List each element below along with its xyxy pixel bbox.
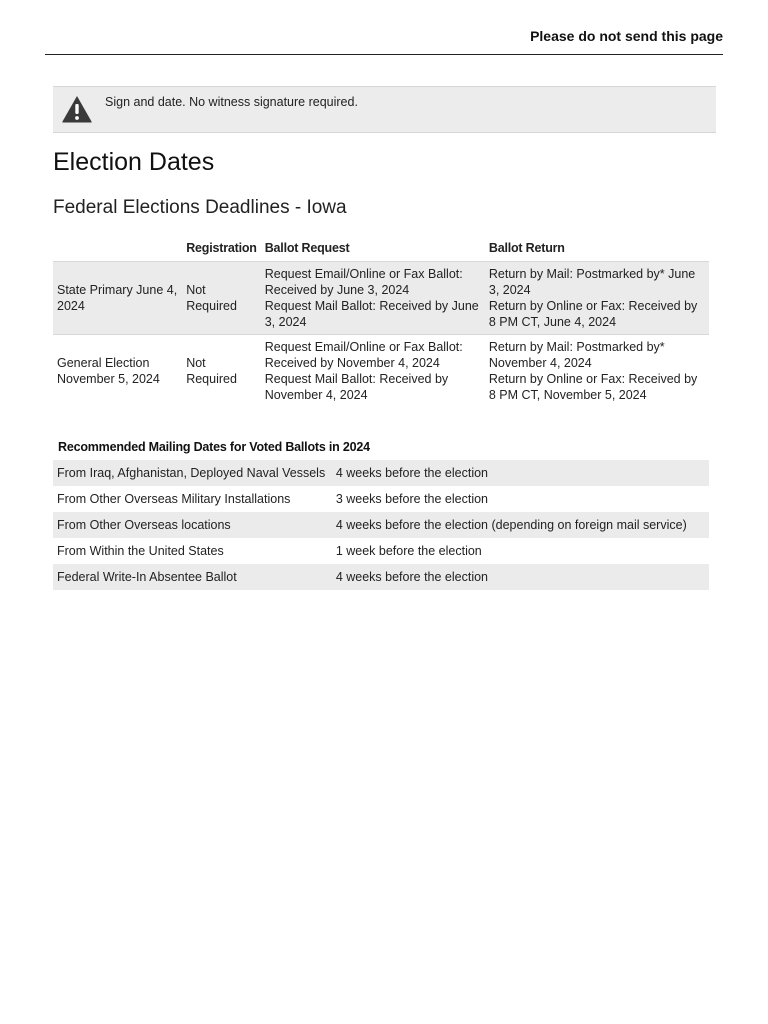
ballot-request-cell <box>261 335 485 408</box>
table-row <box>53 564 709 590</box>
return-line: Return by Mail: Postmarked by* November 4, 2024 <box>488 340 665 370</box>
table-row <box>53 262 709 335</box>
registration-cell: Not Required <box>186 356 237 386</box>
return-line: Return by Online or Fax: Received by 8 PM CT, June 4, 2024 <box>488 299 698 329</box>
timing-cell: 4 weeks before the election (depending on foreign mail service) <box>332 512 709 538</box>
page-header <box>45 24 723 55</box>
request-line: Request Mail Ballot: Received by June 3, 2024 <box>264 299 479 329</box>
column-header: Ballot Request <box>264 241 350 255</box>
request-line: Request Mail Ballot: Received by November 4, 2024 <box>264 372 449 402</box>
election-cell: General Election November 5, 2024 <box>57 356 160 386</box>
alert-message: Sign and date. No witness signature required. <box>105 95 358 109</box>
table-row <box>53 460 709 486</box>
request-line: Request Email/Online or Fax Ballot: Received by June 3, 2024 <box>264 267 463 297</box>
mailing-dates-table <box>53 460 709 590</box>
table-row <box>53 512 709 538</box>
table-row <box>53 538 709 564</box>
origin-cell: From Other Overseas locations <box>53 512 332 538</box>
warning-icon <box>61 94 93 124</box>
mailing-dates-title: Recommended Mailing Dates for Voted Ballots in 2024 <box>58 440 370 454</box>
signature-alert <box>53 86 716 133</box>
section-title: Election Dates <box>53 148 215 176</box>
registration-cell: Not Required <box>182 262 261 335</box>
origin-cell: From Other Overseas Military Installations <box>57 492 291 506</box>
origin-cell: Federal Write-In Absentee Ballot <box>53 564 332 590</box>
timing-cell: 4 weeks before the election <box>332 564 709 590</box>
origin-cell: From Within the United States <box>57 544 224 558</box>
deadlines-table <box>53 236 709 407</box>
subsection-title: Federal Elections Deadlines - Iowa <box>53 197 347 218</box>
return-line: Return by Online or Fax: Received by 8 PM CT, November 5, 2024 <box>488 372 698 402</box>
column-header: Ballot Return <box>488 241 565 255</box>
column-header <box>53 236 182 262</box>
table-header-row <box>53 236 709 262</box>
table-row <box>53 335 709 408</box>
column-header: Registration <box>186 241 257 255</box>
table-row <box>53 486 709 512</box>
timing-cell: 3 weeks before the election <box>335 492 489 506</box>
timing-cell: 4 weeks before the election <box>332 460 709 486</box>
do-not-send-note: Please do not send this page <box>530 28 723 44</box>
return-line: Return by Mail: Postmarked by* June 3, 2024 <box>488 267 696 297</box>
timing-cell: 1 week before the election <box>335 544 482 558</box>
ballot-return-cell <box>485 335 709 408</box>
ballot-request-cell <box>261 262 485 335</box>
ballot-return-cell <box>485 262 709 335</box>
request-line: Request Email/Online or Fax Ballot: Received by November 4, 2024 <box>264 340 463 370</box>
election-cell: State Primary June 4, 2024 <box>53 262 182 335</box>
origin-cell: From Iraq, Afghanistan, Deployed Naval Vessels <box>53 460 332 486</box>
